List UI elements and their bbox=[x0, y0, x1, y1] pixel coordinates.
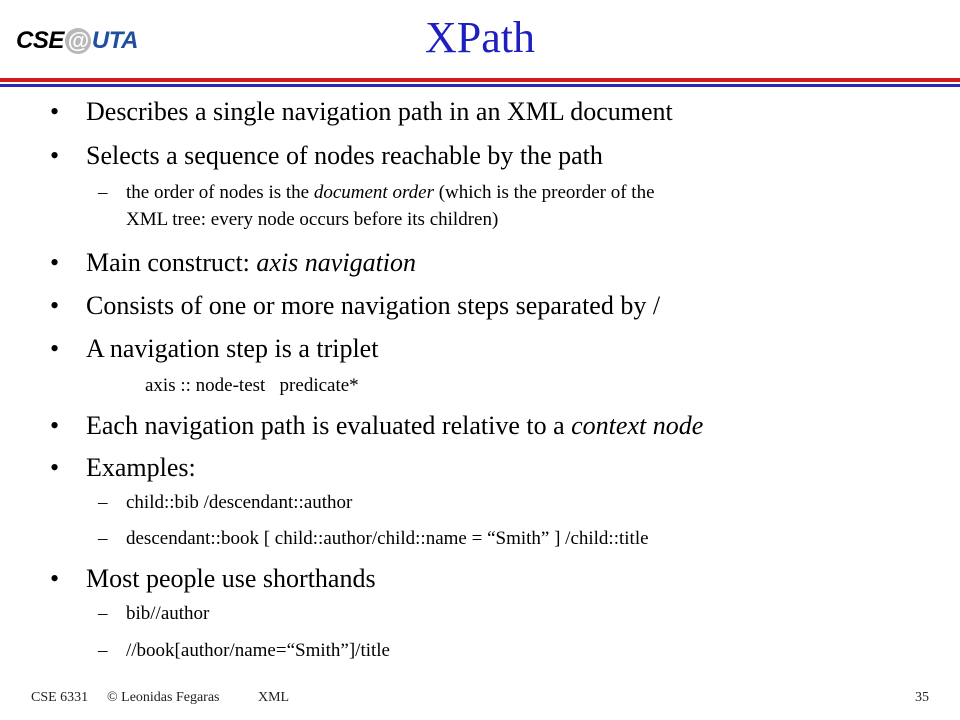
bullet-text: Most people use shorthands bbox=[86, 564, 376, 593]
dash-glyph: – bbox=[98, 182, 108, 203]
footer-course: CSE 6331 bbox=[31, 690, 89, 705]
bullet-text: Describes a single navigation path in an XML document bbox=[86, 97, 673, 126]
footer-author: © Leonidas Fegaras bbox=[107, 690, 220, 705]
bullet-glyph: • bbox=[50, 453, 60, 482]
sub-bullet-text: //book[author/name=“Smith”]/title bbox=[126, 640, 390, 661]
sub-bullet-text: XML tree: every node occurs before its children) bbox=[126, 209, 499, 230]
bullet-text: A navigation step is a triplet bbox=[86, 334, 379, 363]
footer-page-number: 35 bbox=[915, 690, 929, 705]
bullet-text bbox=[86, 248, 416, 278]
dash-glyph: – bbox=[98, 603, 108, 624]
text-emphasis: document order bbox=[313, 182, 434, 203]
text-emphasis: axis navigation bbox=[256, 248, 417, 277]
sub-bullet-text bbox=[126, 182, 655, 204]
bullet-text: Examples: bbox=[86, 453, 196, 482]
bullet-glyph: • bbox=[50, 97, 60, 126]
text-pre: Main construct: bbox=[86, 248, 257, 277]
sub-bullet-text: child::bib /descendant::author bbox=[126, 492, 353, 513]
footer-topic: XML bbox=[258, 690, 290, 705]
dash-glyph: – bbox=[98, 492, 108, 513]
bullet-glyph: • bbox=[50, 411, 60, 440]
dash-glyph: – bbox=[98, 528, 108, 549]
sub-bullet-text: bib//author bbox=[126, 603, 210, 624]
bullet-glyph: • bbox=[50, 248, 60, 277]
bullet-text: Selects a sequence of nodes reachable by the path bbox=[86, 141, 603, 170]
logo-at: @ bbox=[65, 28, 91, 54]
bullet-glyph: • bbox=[50, 564, 60, 593]
logo-uta: UTA bbox=[91, 27, 138, 54]
bullet-glyph: • bbox=[50, 141, 60, 170]
bullet-glyph: • bbox=[50, 291, 60, 320]
text-pre: the order of nodes is the bbox=[126, 182, 314, 203]
dash-glyph: – bbox=[98, 640, 108, 661]
sub-bullet-text: descendant::book [ child::author/child::name = “Smith” ] /child::title bbox=[126, 528, 649, 549]
bullet-glyph: • bbox=[50, 334, 60, 363]
text-emphasis: context node bbox=[571, 411, 704, 440]
bullet-text: Consists of one or more navigation steps separated by / bbox=[86, 291, 661, 320]
triplet-syntax: axis :: node-test predicate* bbox=[145, 375, 359, 396]
text-pre: Each navigation path is evaluated relative to a bbox=[86, 411, 572, 440]
slide-title: XPath bbox=[425, 13, 535, 62]
logo-cse: CSE bbox=[16, 27, 64, 54]
bullet-text bbox=[86, 411, 703, 441]
text-post: (which is the preorder of the bbox=[433, 182, 655, 203]
